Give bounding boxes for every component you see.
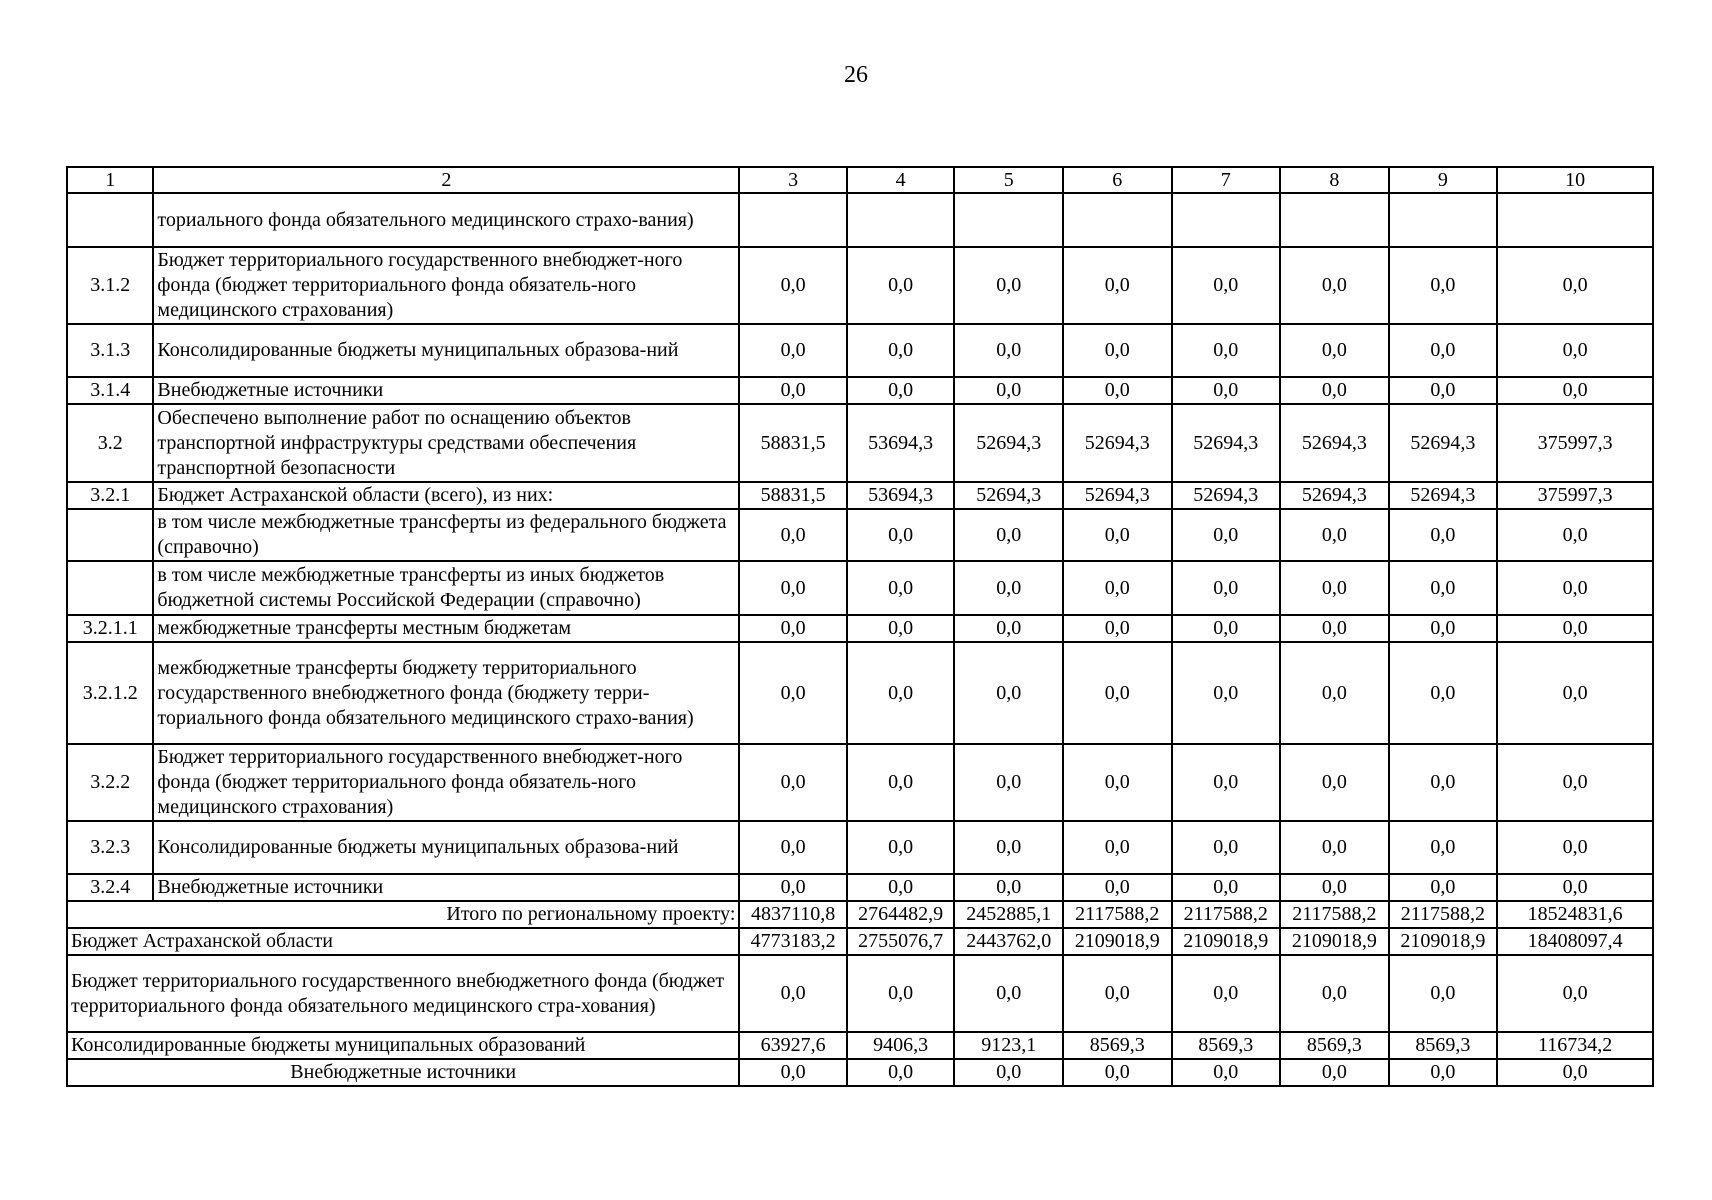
value-cell: 0,0 (1280, 509, 1389, 561)
value-cell: 0,0 (1389, 561, 1498, 615)
table-row (67, 324, 1653, 377)
value-cell: 0,0 (847, 615, 955, 642)
value-cell: 0,0 (954, 615, 1063, 642)
value-cell: 2117588,2 (1389, 901, 1498, 928)
row-code-cell (67, 561, 153, 615)
value-cell: 0,0 (954, 377, 1063, 404)
column-number-row (67, 167, 1653, 193)
value-cell: 0,0 (1497, 744, 1653, 821)
value-cell: 18408097,4 (1497, 928, 1653, 955)
column-number-cell: 8 (1280, 167, 1389, 193)
value-cell: 0,0 (1172, 247, 1281, 324)
value-cell: 63927,6 (739, 1032, 847, 1059)
value-cell (1280, 193, 1389, 247)
value-cell: 8569,3 (1172, 1032, 1281, 1059)
summary-row (67, 1032, 1653, 1059)
row-name-cell: Внебюджетные источники (153, 874, 739, 901)
row-code-cell: 3.2.4 (67, 874, 153, 901)
value-cell: 0,0 (1280, 1059, 1389, 1086)
value-cell: 8569,3 (1280, 1032, 1389, 1059)
value-cell: 0,0 (1497, 874, 1653, 901)
row-code-cell: 3.1.2 (67, 247, 153, 324)
value-cell: 0,0 (847, 1059, 955, 1086)
budget-table (66, 166, 1654, 1087)
row-name-cell: межбюджетные трансферты местным бюджетам (153, 615, 739, 642)
table-row (67, 482, 1653, 509)
value-cell: 0,0 (1172, 561, 1281, 615)
value-cell: 0,0 (1389, 955, 1498, 1032)
column-number-cell: 2 (153, 167, 739, 193)
row-code-cell: 3.1.3 (67, 324, 153, 377)
table-row (67, 193, 1653, 247)
value-cell: 9406,3 (847, 1032, 955, 1059)
value-cell: 0,0 (1497, 821, 1653, 874)
value-cell: 0,0 (1497, 561, 1653, 615)
value-cell: 0,0 (1280, 247, 1389, 324)
value-cell: 0,0 (739, 874, 847, 901)
value-cell: 0,0 (847, 509, 955, 561)
value-cell: 52694,3 (1280, 404, 1389, 482)
value-cell: 0,0 (1172, 1059, 1281, 1086)
value-cell: 52694,3 (1172, 404, 1281, 482)
value-cell: 0,0 (1280, 874, 1389, 901)
row-code-cell: 3.2.1.1 (67, 615, 153, 642)
value-cell: 0,0 (847, 744, 955, 821)
row-code-cell: 3.2.1.2 (67, 642, 153, 744)
value-cell: 0,0 (954, 509, 1063, 561)
value-cell: 0,0 (847, 642, 955, 744)
summary-label-cell: Бюджет территориального государственного внебюджетного фонда (бюджет территориального фонда обязательного медицинского стра-хования) (67, 955, 739, 1032)
value-cell: 2117588,2 (1172, 901, 1281, 928)
value-cell: 116734,2 (1497, 1032, 1653, 1059)
column-number-cell: 3 (739, 167, 847, 193)
value-cell: 0,0 (1280, 955, 1389, 1032)
value-cell: 0,0 (1063, 955, 1172, 1032)
value-cell: 0,0 (1063, 561, 1172, 615)
value-cell: 0,0 (1172, 377, 1281, 404)
value-cell: 375997,3 (1497, 482, 1653, 509)
value-cell: 0,0 (1172, 324, 1281, 377)
value-cell (847, 193, 955, 247)
value-cell: 2452885,1 (954, 901, 1063, 928)
row-name-cell: ториального фонда обязательного медицинского страхо-вания) (153, 193, 739, 247)
row-code-cell (67, 509, 153, 561)
value-cell: 0,0 (1280, 642, 1389, 744)
row-code-cell: 3.2.2 (67, 744, 153, 821)
value-cell: 0,0 (1172, 955, 1281, 1032)
value-cell: 52694,3 (954, 482, 1063, 509)
value-cell: 0,0 (1497, 377, 1653, 404)
row-code-cell: 3.2.3 (67, 821, 153, 874)
value-cell: 0,0 (847, 247, 955, 324)
value-cell: 0,0 (739, 642, 847, 744)
value-cell: 52694,3 (1063, 482, 1172, 509)
value-cell: 0,0 (847, 821, 955, 874)
value-cell: 0,0 (954, 642, 1063, 744)
value-cell: 0,0 (1063, 642, 1172, 744)
value-cell: 0,0 (1389, 615, 1498, 642)
value-cell: 0,0 (1389, 744, 1498, 821)
column-number-cell: 10 (1497, 167, 1653, 193)
value-cell: 0,0 (1063, 1059, 1172, 1086)
summary-row (67, 901, 1653, 928)
value-cell: 0,0 (1172, 615, 1281, 642)
value-cell: 0,0 (954, 874, 1063, 901)
value-cell: 0,0 (847, 955, 955, 1032)
row-code-cell (67, 193, 153, 247)
summary-row (67, 1059, 1653, 1086)
value-cell: 0,0 (954, 821, 1063, 874)
value-cell: 8569,3 (1389, 1032, 1498, 1059)
table-row (67, 247, 1653, 324)
value-cell: 0,0 (1497, 1059, 1653, 1086)
value-cell: 0,0 (1063, 821, 1172, 874)
value-cell: 0,0 (1063, 377, 1172, 404)
value-cell: 9123,1 (954, 1032, 1063, 1059)
value-cell: 58831,5 (739, 404, 847, 482)
row-code-cell: 3.1.4 (67, 377, 153, 404)
value-cell (1497, 193, 1653, 247)
table-row (67, 874, 1653, 901)
value-cell: 0,0 (954, 561, 1063, 615)
value-cell: 52694,3 (954, 404, 1063, 482)
value-cell: 0,0 (739, 377, 847, 404)
value-cell: 0,0 (1172, 744, 1281, 821)
value-cell: 0,0 (954, 955, 1063, 1032)
value-cell: 0,0 (739, 744, 847, 821)
value-cell: 2117588,2 (1280, 901, 1389, 928)
value-cell: 0,0 (1063, 615, 1172, 642)
value-cell (954, 193, 1063, 247)
value-cell: 0,0 (1389, 509, 1498, 561)
row-code-cell: 3.2.1 (67, 482, 153, 509)
row-code-cell: 3.2 (67, 404, 153, 482)
table-row (67, 615, 1653, 642)
value-cell: 0,0 (1497, 615, 1653, 642)
row-name-cell: Бюджет Астраханской области (всего), из них: (153, 482, 739, 509)
value-cell (739, 193, 847, 247)
column-number-cell: 7 (1172, 167, 1281, 193)
row-name-cell: Консолидированные бюджеты муниципальных образова-ний (153, 324, 739, 377)
value-cell: 52694,3 (1389, 404, 1498, 482)
table-row (67, 377, 1653, 404)
value-cell: 0,0 (1389, 324, 1498, 377)
value-cell: 18524831,6 (1497, 901, 1653, 928)
value-cell: 0,0 (1172, 642, 1281, 744)
value-cell: 0,0 (1280, 377, 1389, 404)
column-number-cell: 5 (954, 167, 1063, 193)
value-cell: 0,0 (1389, 377, 1498, 404)
value-cell: 4837110,8 (739, 901, 847, 928)
value-cell: 4773183,2 (739, 928, 847, 955)
value-cell: 0,0 (739, 615, 847, 642)
value-cell: 2443762,0 (954, 928, 1063, 955)
value-cell: 2764482,9 (847, 901, 955, 928)
value-cell: 0,0 (1497, 509, 1653, 561)
value-cell: 2117588,2 (1063, 901, 1172, 928)
row-name-cell: в том числе межбюджетные трансферты из иных бюджетов бюджетной системы Российской Федерации (справочно) (153, 561, 739, 615)
row-name-cell: Обеспечено выполнение работ по оснащению объектов транспортной инфраструктуры средствами обеспечения транспортной безопасности (153, 404, 739, 482)
row-name-cell: Внебюджетные источники (153, 377, 739, 404)
column-number-cell: 6 (1063, 167, 1172, 193)
value-cell: 0,0 (739, 509, 847, 561)
value-cell: 0,0 (1063, 247, 1172, 324)
value-cell: 0,0 (739, 1059, 847, 1086)
table-row (67, 561, 1653, 615)
value-cell: 0,0 (954, 1059, 1063, 1086)
value-cell: 8569,3 (1063, 1032, 1172, 1059)
value-cell: 52694,3 (1172, 482, 1281, 509)
value-cell: 52694,3 (1389, 482, 1498, 509)
value-cell: 0,0 (1172, 821, 1281, 874)
summary-label-cell: Внебюджетные источники (67, 1059, 739, 1086)
row-name-cell: межбюджетные трансферты бюджету территориального государственного внебюджетного фонда (бюджету терри-ториального фонда обязательного медицинского страхо-вания) (153, 642, 739, 744)
value-cell: 0,0 (1063, 874, 1172, 901)
value-cell (1172, 193, 1281, 247)
summary-row (67, 955, 1653, 1032)
table-row (67, 744, 1653, 821)
value-cell: 0,0 (1172, 509, 1281, 561)
value-cell (1389, 193, 1498, 247)
column-number-cell: 4 (847, 167, 955, 193)
value-cell: 0,0 (739, 247, 847, 324)
value-cell: 52694,3 (1063, 404, 1172, 482)
value-cell: 0,0 (847, 561, 955, 615)
value-cell: 2755076,7 (847, 928, 955, 955)
value-cell: 2109018,9 (1389, 928, 1498, 955)
table-row (67, 642, 1653, 744)
value-cell: 0,0 (1063, 324, 1172, 377)
value-cell: 0,0 (1389, 1059, 1498, 1086)
value-cell: 0,0 (954, 744, 1063, 821)
value-cell: 53694,3 (847, 482, 955, 509)
summary-row (67, 928, 1653, 955)
value-cell: 2109018,9 (1063, 928, 1172, 955)
summary-label-cell: Итого по региональному проекту: (67, 901, 739, 928)
value-cell: 2109018,9 (1172, 928, 1281, 955)
value-cell: 0,0 (1497, 324, 1653, 377)
value-cell: 0,0 (1497, 955, 1653, 1032)
value-cell: 0,0 (739, 561, 847, 615)
value-cell (1063, 193, 1172, 247)
value-cell: 2109018,9 (1280, 928, 1389, 955)
table-row (67, 509, 1653, 561)
summary-label-cell: Бюджет Астраханской области (67, 928, 739, 955)
value-cell: 0,0 (1280, 561, 1389, 615)
value-cell: 0,0 (1280, 615, 1389, 642)
value-cell: 0,0 (739, 955, 847, 1032)
value-cell: 0,0 (1280, 324, 1389, 377)
value-cell: 0,0 (1497, 642, 1653, 744)
table-row (67, 821, 1653, 874)
value-cell: 0,0 (847, 324, 955, 377)
value-cell: 53694,3 (847, 404, 955, 482)
value-cell: 0,0 (1389, 874, 1498, 901)
row-name-cell: в том числе межбюджетные трансферты из федерального бюджета (справочно) (153, 509, 739, 561)
row-name-cell: Консолидированные бюджеты муниципальных образова-ний (153, 821, 739, 874)
value-cell: 375997,3 (1497, 404, 1653, 482)
value-cell: 52694,3 (1280, 482, 1389, 509)
value-cell: 0,0 (1497, 247, 1653, 324)
value-cell: 0,0 (739, 821, 847, 874)
value-cell: 58831,5 (739, 482, 847, 509)
value-cell: 0,0 (1063, 509, 1172, 561)
row-name-cell: Бюджет территориального государственного внебюджет-ного фонда (бюджет территориального фонда обязатель-ного медицинского страхования) (153, 744, 739, 821)
value-cell: 0,0 (847, 377, 955, 404)
value-cell: 0,0 (954, 247, 1063, 324)
value-cell: 0,0 (1389, 821, 1498, 874)
row-name-cell: Бюджет территориального государственного внебюджет-ного фонда (бюджет территориального фонда обязатель-ного медицинского страхования) (153, 247, 739, 324)
value-cell: 0,0 (1389, 247, 1498, 324)
value-cell: 0,0 (1389, 642, 1498, 744)
table-row (67, 404, 1653, 482)
value-cell: 0,0 (1280, 821, 1389, 874)
value-cell: 0,0 (954, 324, 1063, 377)
value-cell: 0,0 (1280, 744, 1389, 821)
column-number-cell: 9 (1389, 167, 1498, 193)
value-cell: 0,0 (1172, 874, 1281, 901)
column-number-cell: 1 (67, 167, 153, 193)
page-number: 26 (844, 62, 868, 88)
summary-label-cell: Консолидированные бюджеты муниципальных образований (67, 1032, 739, 1059)
value-cell: 0,0 (847, 874, 955, 901)
value-cell: 0,0 (1063, 744, 1172, 821)
value-cell: 0,0 (739, 324, 847, 377)
